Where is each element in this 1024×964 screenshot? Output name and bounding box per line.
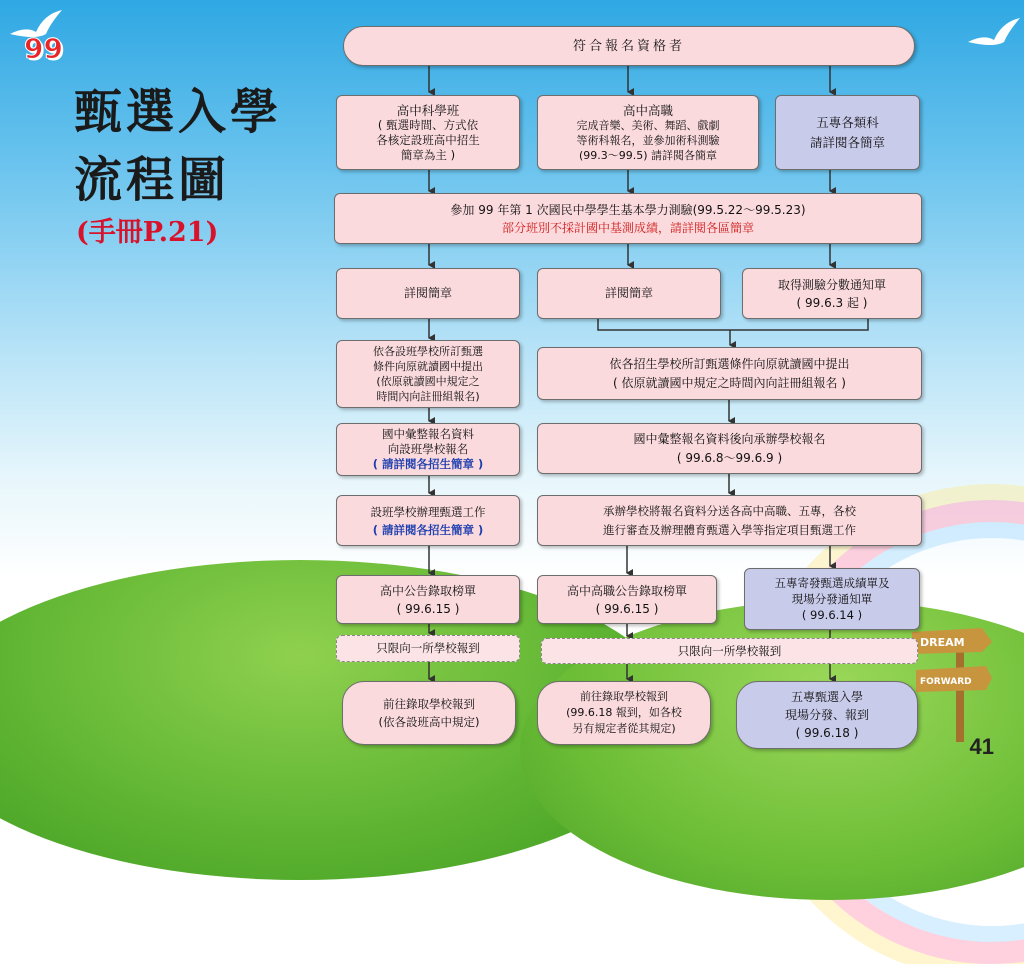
flow-step-selection-science: 設班學校辦理甄選工作 ( 請詳閱各招生簡章 ) (336, 495, 520, 546)
flow-step-science-class: 高中科學班 ( 甄選時間、方式依 各核定設班高中招生 簡章為主 ) (336, 95, 520, 170)
sign-dream: DREAM (920, 636, 965, 649)
flow-step-basic-test: 參加 99 年第 1 次國民中學學生基本學力測驗(99.5.22～99.5.23) 部分班別不採計國中基測成績，請詳閱各區簡章 (334, 193, 922, 244)
year-badge: 99 (24, 32, 63, 65)
flow-step-one-school-science: 只限向一所學校報到 (336, 635, 520, 662)
flow-step-read-brochure-b: 詳閱簡章 (537, 268, 721, 319)
flow-step-one-school-general: 只限向一所學校報到 (541, 638, 918, 664)
flow-step-selection-general: 承辦學校將報名資料分送各高中高職、五專，各校 進行審查及辦理體育甄選入學等指定項目甄選工作 (537, 495, 922, 546)
handbook-reference: (手冊P.21) (76, 217, 219, 248)
flow-step-register-science: 國中彙整報名資料 向設班學校報名 ( 請詳閱各招生簡章 ) (336, 423, 520, 476)
flow-step-apply-science: 依各設班學校所訂甄選 條件向原就讀國中提出 (依原就讀國中規定之 時間內向註冊組報名) (336, 340, 520, 408)
page-number: 41 (969, 734, 994, 759)
flow-step-report-jc: 五專甄選入學 現場分發、報到 ( 99.6.18 ) (736, 681, 918, 749)
flow-step-admit-list-science: 高中公告錄取榜單 ( 99.6.15 ) (336, 575, 520, 624)
title-line-2: 流程圖 (74, 152, 231, 208)
flow-step-admit-list-general: 高中高職公告錄取榜單 ( 99.6.15 ) (537, 575, 717, 624)
flow-step-report-general: 前往錄取學校報到 (99.6.18 報到，如各校 另有規定者從其規定) (537, 681, 711, 745)
flow-step-score-notice: 取得測驗分數通知單 ( 99.6.3 起 ) (742, 268, 922, 319)
flow-step-arts-exam: 高中高職 完成音樂、美術、舞蹈、戲劇 等術科報名，並參加術科測驗 (99.3～99.5) 請詳閱各簡章 (537, 95, 759, 170)
flow-step-jc-notice: 五專寄發甄選成績單及 現場分發通知單 ( 99.6.14 ) (744, 568, 920, 630)
flow-step-report-science: 前往錄取學校報到 (依各設班高中規定) (342, 681, 516, 745)
title-line-1: 甄選入學 (74, 84, 283, 140)
flow-step-junior-college: 五專各類科 請詳閱各簡章 (775, 95, 920, 170)
flow-step-register-general: 國中彙整報名資料後向承辦學校報名 ( 99.6.8～99.6.9 ) (537, 423, 922, 474)
flow-step-read-brochure-a: 詳閱簡章 (336, 268, 520, 319)
flow-step-eligible: 符合報名資格者 (343, 26, 915, 66)
sign-forward: FORWARD (920, 677, 972, 687)
flow-step-apply-general: 依各招生學校所訂甄選條件向原就讀國中提出 ( 依原就讀國中規定之時間內向註冊組報名 ) (537, 347, 922, 400)
